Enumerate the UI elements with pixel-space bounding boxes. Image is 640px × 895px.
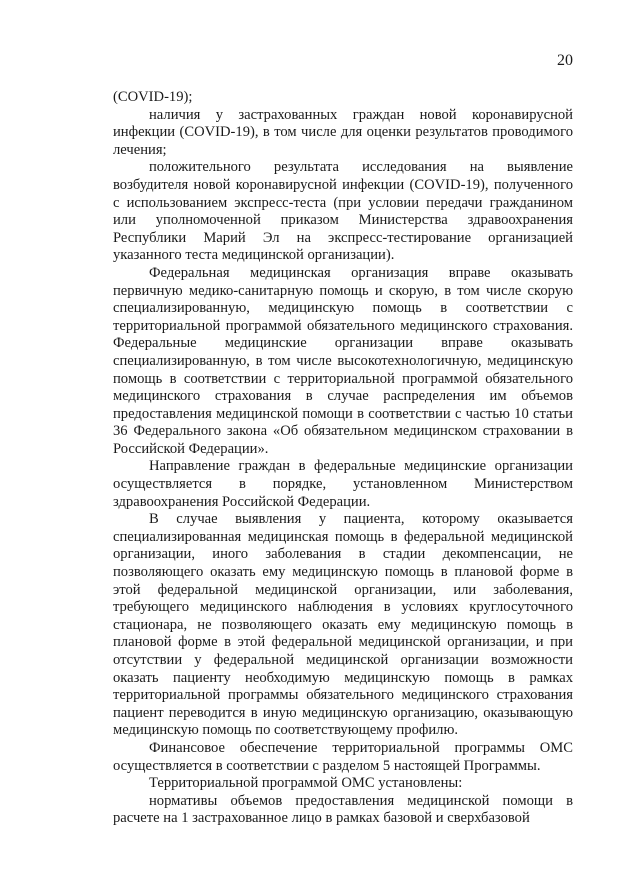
- paragraph: нормативы объемов предоставления медицинской помощи в расчете на 1 застрахованное лицо в рамках базовой и сверхбазовой: [113, 792, 573, 827]
- paragraph: наличия у застрахованных граждан новой коронавирусной инфекции (COVID-19), в том числе для оценки результатов проводимого лечения;: [113, 106, 573, 158]
- page-number: 20: [557, 52, 573, 69]
- paragraph: Направление граждан в федеральные медицинские организации осуществляется в порядке, установленном Министерством здравоохранения Российской Федерации.: [113, 458, 573, 510]
- paragraph: Финансовое обеспечение территориальной программы ОМС осуществляется в соответствии с разделом 5 настоящей Программы.: [113, 739, 573, 774]
- paragraph: Федеральная медицинская организация вправе оказывать первичную медико-санитарную помощь и скорую, в том числе скорую специализированную, медицинскую помощь в соответствии с территориальной программой обязательного медицинского страхования. Федеральные медицинские организации вправе оказывать специализированную, в том числе высокотехнологичную, медицинскую помощь в соответствии с территориальной программой обязательного медицинского страхования в случае распределения им объемов предоставления медицинской помощи в соответствии с частью 10 статьи 36 Федерального закона «Об обязательном медицинском страховании в Российской Федерации».: [113, 264, 573, 457]
- paragraph: В случае выявления у пациента, которому оказывается специализированная медицинская помощь в федеральной медицинской организации, иного заболевания в стадии декомпенсации, не позволяющего оказать ему медицинскую помощь в плановой форме в этой федеральной медицинской организации, или заболевания, требующего медицинского наблюдения в условиях круглосуточного стационара, не позволяющего оказать ему медицинскую помощь в плановой форме в этой федеральной медицинской организации, и при отсутствии у федеральной медицинской организации возможности оказать пациенту необходимую медицинскую помощь в рамках территориальной программы обязательного медицинского страхования пациент переводится в иную медицинскую организацию, оказывающую медицинскую помощь по соответствующему профилю.: [113, 511, 573, 739]
- paragraph: положительного результата исследования на выявление возбудителя новой коронавирусной инфекции (COVID-19), полученного с использованием экспресс-теста (при условии передачи гражданином или уполномоченной приказом Министерства здравоохранения Республики Марий Эл на экспресс-тестирование организацией указанного теста медицинской организации).: [113, 159, 573, 264]
- document-body: [113, 89, 573, 828]
- paragraph: Территориальной программой ОМС установлены:: [149, 775, 463, 792]
- paragraph: (COVID-19);: [113, 89, 193, 105]
